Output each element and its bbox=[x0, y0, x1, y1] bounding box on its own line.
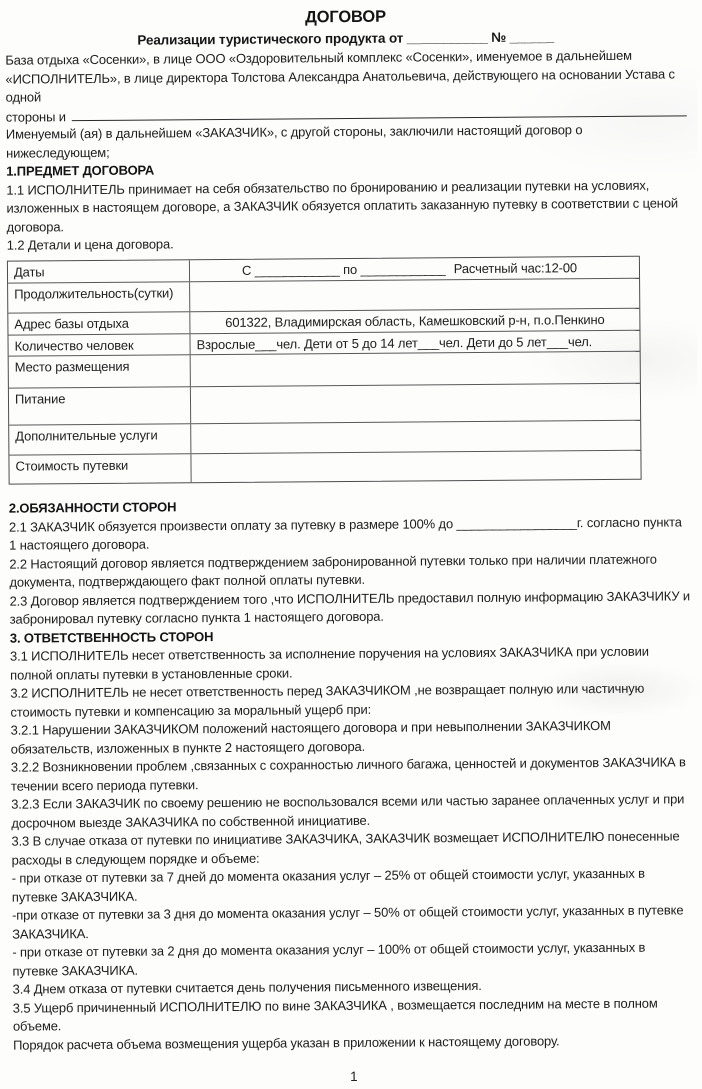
clause-1-1: 1.1 ИСПОЛНИТЕЛЬ принимает на себя обязательство по бронированию и реализации путевки на условиях, изложенных в настоящем договоре, а ЗАКАЗЧИК обязуется оплатить заказанную путевку в соответствии с ценой договора. bbox=[6, 177, 679, 235]
clause-3-4: 3.4 Днем отказа от путевки считается день получения письменного извещения. bbox=[12, 977, 482, 997]
refusal-term-3-days: -при отказе от путевки за 3 дня до момента оказания услуг – 50% от общей стоимости услуг, указанных в путевке ЗАКАЗЧИКА. bbox=[11, 902, 684, 942]
row-value: Взрослые___чел. Дети от 5 до 14 лет___чел. Дети до 5 лет___чел. bbox=[196, 333, 593, 352]
row-value bbox=[190, 278, 639, 311]
clause-3-5: 3.5 Ущерб причиненный ИСПОЛНИТЕЛЮ по вине ЗАКАЗЧИКА , возмещается последним на месте в полном объеме. bbox=[12, 995, 658, 1034]
clause-3-2: 3.2 ИСПОЛНИТЕЛЬ не несет ответственность перед ЗАКАЗЧИКОМ ,не возвращает полную или частичную стоимость путевки и компенсацию за моральный ущерб при: bbox=[10, 680, 645, 720]
row-label: Количество человек bbox=[8, 334, 190, 356]
intro-party-line: Именуемый (ая) в дальнейшем «ЗАКАЗЧИК», с другой стороны, заключили настоящий договор о нижеследующем; bbox=[5, 122, 583, 161]
page-number: 1 bbox=[350, 1068, 358, 1085]
clause-2-2: 2.2 Настоящий договор является подтверждением забронированной путевки только при наличии платежного документа, подтверждающего факт полной оплаты путевки. bbox=[9, 551, 657, 590]
clause-3-2-2: 3.2.2 Возникновении проблем ,связанных с сохранностью личного багажа, ценностей и документов ЗАКАЗЧИКА в течении всего периода путевки. bbox=[10, 754, 686, 794]
row-label: Стоимость путевки bbox=[9, 454, 191, 483]
section-1-heading: 1.ПРЕДМЕТ ДОГОВОРА bbox=[6, 162, 155, 179]
table-row-duration bbox=[8, 277, 639, 312]
row-label: Дополнительные услуги bbox=[9, 424, 191, 454]
contract-details-table bbox=[7, 255, 642, 484]
row-value bbox=[191, 352, 640, 387]
row-value bbox=[190, 256, 639, 281]
table-row-price bbox=[9, 450, 640, 484]
row-value bbox=[191, 384, 640, 424]
closing-note: Порядок расчета объема возмещения ущерба указан в приложении к настоящему договору. bbox=[12, 1032, 560, 1053]
row-label: Продолжительность(сутки) bbox=[8, 282, 190, 312]
clause-3-1: 3.1 ИСПОЛНИТЕЛЬ несет ответственность за исполнение поручения на условиях ЗАКАЗЧИКА при условии полной оплаты путевки в установленные сроки. bbox=[9, 643, 649, 683]
intro-paragraph: База отдыха «Сосенки», в лице ООО «Оздоровительный комплекс «Сосенки», именуемое в дальнейшем «ИСПОЛНИТЕЛЬ», в лице директора Толстова Александра Анатольевича, действующего на основании Устава с одной bbox=[5, 47, 675, 105]
section-3-heading: 3. ОТВЕТСТВЕННОСТЬ СТОРОН bbox=[9, 628, 214, 646]
table-row-accommodation bbox=[9, 351, 640, 388]
refusal-term-7-days: - при отказе от путевки за 7 дней до момента оказания услуг – 25% от общей стоимости услуг, указанных в путевке ЗАКАЗЧИКА. bbox=[11, 865, 645, 905]
row-value bbox=[191, 451, 640, 483]
row-label: Питание bbox=[9, 387, 191, 424]
table-row-meals bbox=[9, 383, 640, 425]
row-label: Даты bbox=[8, 260, 190, 282]
section-2-heading: 2.ОБЯЗАННОСТИ СТОРОН bbox=[8, 499, 177, 516]
clause-2-3: 2.3 Договор является подтверждением того ,что ИСПОЛНИТЕЛЬ предоставил полную информацию ЗАКАЗЧИКУ и забронировал путевку согласно пункта 1 настоящего договора. bbox=[9, 587, 691, 627]
checkout-time: Расчетный час:12-00 bbox=[453, 259, 578, 276]
dates-blanks: С ____________ по ____________ bbox=[241, 260, 446, 278]
doc-subtitle: Реализации туристического продукта от ___________ № ______ bbox=[137, 29, 554, 48]
clause-3-2-1: 3.2.1 Нарушении ЗАКАЗЧИКОМ положений настоящего договора и при невыполнении ЗАКАЗЧИКОМ обязательств, изложенных в пункте 2 настоящего договора. bbox=[10, 717, 611, 757]
row-label: Адрес базы отдыха bbox=[8, 312, 190, 334]
refusal-term-2-days: - при отказе от путевки за 2 дня до момента оказания услуг – 100% от общей стоимости услуг, указанных в путевке ЗАКАЗЧИКА. bbox=[12, 939, 646, 979]
clause-2-1: 2.1 ЗАКАЗЧИК обязуется произвести оплату за путевку в размере 100% до _________________г. согласно пункта 1 настоящего договора. bbox=[8, 513, 682, 553]
doc-title: ДОГОВОР bbox=[304, 7, 386, 27]
intro-paragraph-tail: стороны и bbox=[5, 108, 66, 125]
clause-3-3: 3.3 В случае отказа от путевки по инициативе ЗАКАЗЧИКА, ЗАКАЗЧИК возмещает ИСПОЛНИТЕЛЮ понесенные расходы в следующем порядке и объеме: bbox=[11, 828, 680, 868]
table-row-extra-services bbox=[9, 420, 640, 455]
row-value: 601322, Владимирская область, Камешковский р-н, п.о.Пенкино bbox=[225, 311, 605, 330]
row-value bbox=[191, 421, 640, 454]
clause-3-2-3: 3.2.3 Если ЗАКАЗЧИК по своему решению не воспользовался всеми или частью заранее оплаченных услуг и при досрочном выезде ЗАКАЗЧИКА по собственной инициативе. bbox=[11, 791, 685, 831]
row-label: Место размещения bbox=[9, 355, 191, 387]
clause-1-2: 1.2 Детали и цена договора. bbox=[6, 236, 174, 253]
